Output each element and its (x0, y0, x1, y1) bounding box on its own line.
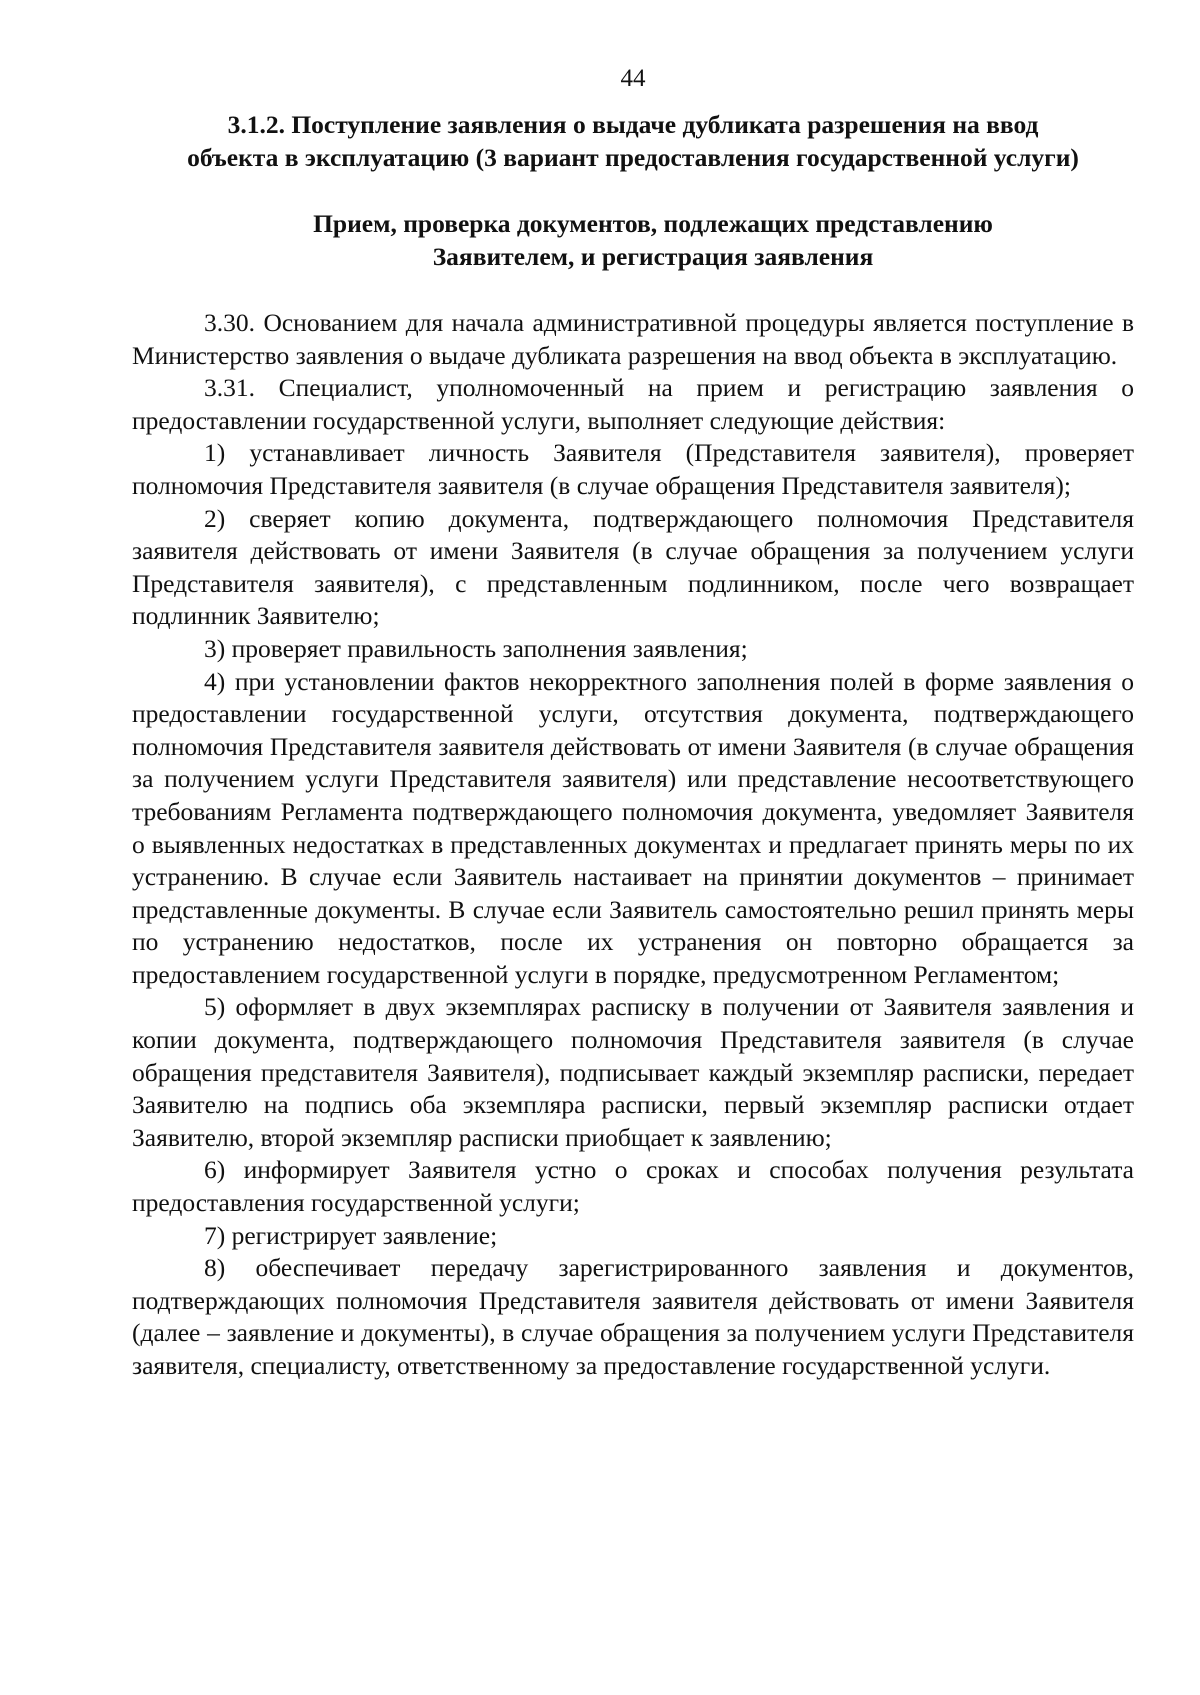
page-number: 44 (620, 65, 646, 92)
section-heading-line-2: объекта в эксплуатацию (3 вариант предоставления государственной услуги) (187, 143, 1079, 172)
subsection-heading-line-2: Заявителем, и регистрация заявления (432, 242, 874, 271)
list-item-8: 8) обеспечивает передачу зарегистрированного заявления и документов, подтверждающих полномочия Представителя заявителя действовать от имени Заявителя (далее – заявление и документы), в случае обращения за получением услуги Представителя заявителя, специалисту, ответственному за предоставление государственной услуги. (132, 1253, 1134, 1380)
document-page (132, 64, 1134, 1383)
section-heading (132, 108, 1134, 174)
body-text (132, 307, 1134, 1383)
list-item-1: 1) устанавливает личность Заявителя (Представителя заявителя), проверяет полномочия Представителя заявителя (в случае обращения Представителя заявителя); (132, 438, 1134, 500)
subsection-heading (132, 207, 1134, 273)
list-item-5: 5) оформляет в двух экземплярах расписку в получении от Заявителя заявления и копии документа, подтверждающего полномочия Представителя заявителя (в случае обращения представителя Заявителя), подписывает каждый экземпляр расписки, передает Заявителю на подпись оба экземпляра расписки, первый экземпляр расписки отдает Заявителю, второй экземпляр расписки приобщает к заявлению; (132, 992, 1134, 1152)
list-item-3: 3) проверяет правильность заполнения заявления; (204, 633, 748, 663)
section-heading-line-1: 3.1.2. Поступление заявления о выдаче дубликата разрешения на ввод (227, 110, 1039, 139)
list-item-2: 2) сверяет копию документа, подтверждающего полномочия Представителя заявителя действовать от имени Заявителя (в случае обращения за получением услуги Представителя заявителя), с представленным подлинником, после чего возвращает подлинник Заявителю; (132, 503, 1134, 631)
list-item-7: 7) регистрирует заявление; (204, 1220, 498, 1250)
subsection-heading-line-1: Прием, проверка документов, подлежащих представлению (313, 209, 993, 238)
list-item-6: 6) информирует Заявителя устно о сроках и способах получения результата предоставления государственной услуги; (132, 1155, 1134, 1218)
list-item-4: 4) при установлении фактов некорректного заполнения полей в форме заявления о предоставлении государственной услуги, отсутствия документа, подтверждающего полномочия Представителя заявителя действовать от имени Заявителя (в случае обращения за получением услуги Представителя заявителя) или представление несоответствующего требованиям Регламента подтверждающего полномочия документа, уведомляет Заявителя о выявленных недостатках в представленных документах и предлагает принять меры по их устранению. В случае если Заявитель настаивает на принятии документов – принимает представленные документы. В случае если Заявитель самостоятельно решил принять меры по устранению недостатков, после их устранения он повторно обращается за предоставлением государственной услуги в порядке, предусмотренном Регламентом; (132, 666, 1134, 989)
paragraph-3-31: 3.31. Специалист, уполномоченный на прием и регистрацию заявления о предоставлении государственной услуги, выполняет следующие действия: (132, 373, 1134, 435)
paragraph-3-30: 3.30. Основанием для начала административной процедуры является поступление в Министерство заявления о выдаче дубликата разрешения на ввод объекта в эксплуатацию. (132, 308, 1134, 370)
